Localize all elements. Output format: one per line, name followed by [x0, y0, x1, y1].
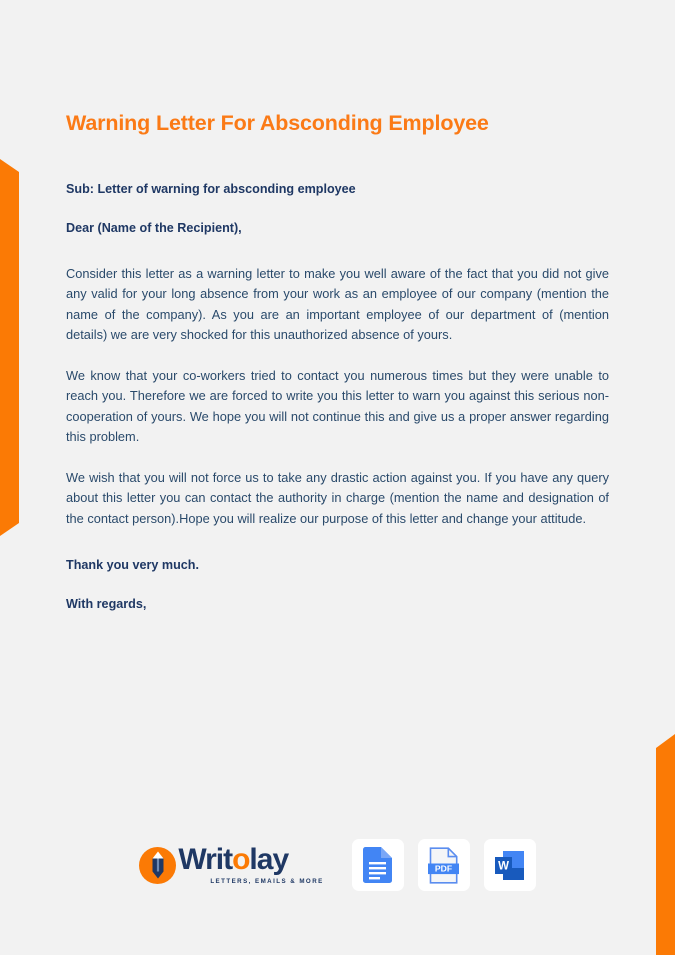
- download-pdf-button[interactable]: [418, 839, 470, 891]
- writolay-logo: [139, 845, 323, 885]
- letter-paragraph: Consider this letter as a warning letter to make you well aware of the fact that you did not give any valid for your long absence from your work as an employee of our company (mention the name of the company). As you are an important employee of our department of (mention details) we are very shocked for this unauthorized absence of yours.: [66, 265, 609, 343]
- letter-content: [66, 110, 609, 614]
- logo-tagline: LETTERS, EMAILS & MORE: [210, 878, 324, 885]
- page-title: Warning Letter For Absconding Employee: [66, 111, 489, 135]
- pdf-file-icon: [428, 847, 459, 884]
- letter-paragraph: We wish that you will not force us to take any drastic action against you. If you have any query about this letter you can contact the authority in charge (mention the name and designation of the contact person).Hope you will realize our purpose of this letter and change your attitude.: [66, 469, 609, 526]
- download-word-button[interactable]: [484, 839, 536, 891]
- download-options: [352, 839, 536, 891]
- word-label: W: [498, 859, 510, 872]
- pencil-icon: [139, 847, 176, 884]
- logo-word-part-2: o: [232, 843, 250, 876]
- logo-word-part-3: lay: [249, 843, 289, 876]
- footer: [0, 830, 675, 900]
- pdf-label: PDF: [435, 863, 453, 874]
- logo-wordmark: [178, 845, 288, 875]
- decorative-bar-left: [0, 159, 19, 536]
- letter-paragraph: We know that your co-workers tried to contact you numerous times but they were unable to reach you. Therefore we are forced to write you this letter to warn you against this serious non-cooperation of yours. We hope you will not continue this and give us a proper answer regarding this problem.: [66, 367, 609, 445]
- google-docs-icon: [363, 847, 392, 883]
- letter-salutation: Dear (Name of the Recipient),: [66, 220, 242, 235]
- logo-word-part-1: Writ: [178, 843, 233, 876]
- letter-regards: With regards,: [66, 597, 147, 612]
- microsoft-word-icon: [493, 849, 526, 882]
- letter-subject: Sub: Letter of warning for absconding employee: [66, 181, 356, 196]
- download-google-docs-button[interactable]: [352, 839, 404, 891]
- letter-closing: Thank you very much.: [66, 558, 199, 573]
